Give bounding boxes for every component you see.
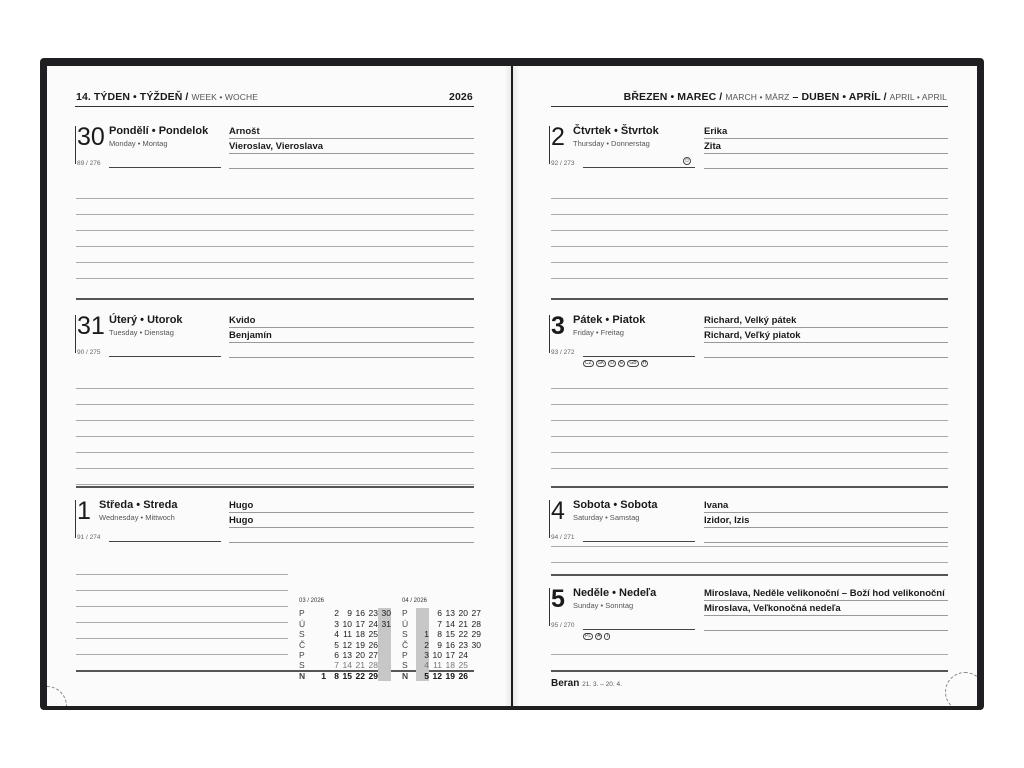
mini-calendar-day: 6 bbox=[334, 650, 339, 661]
name-day-rule bbox=[229, 153, 474, 154]
writing-line bbox=[551, 404, 948, 405]
name-day: Miroslava, Neděle velikonoční – Boží hod velikonoční bbox=[704, 588, 945, 599]
day-divider bbox=[76, 298, 474, 300]
mini-calendar-day bbox=[378, 629, 391, 639]
name-day-rule bbox=[229, 512, 474, 513]
day-name-other: Saturday • Samstag bbox=[573, 513, 640, 522]
weekday-letter: P bbox=[402, 650, 408, 661]
mini-calendar-day: 4 bbox=[334, 629, 339, 640]
mini-calendar-day: 11 bbox=[343, 629, 352, 640]
mini-calendar-day: 5 bbox=[334, 639, 339, 650]
writing-line bbox=[551, 420, 948, 421]
day-count-rule bbox=[583, 167, 695, 168]
country-flag-icon: D bbox=[610, 360, 614, 366]
mini-calendar-day: 23 bbox=[458, 639, 468, 650]
writing-line bbox=[76, 606, 288, 607]
country-flag-icon: H bbox=[642, 360, 647, 366]
mini-calendar-day: 25 bbox=[368, 629, 378, 640]
mini-calendar-day: 3 bbox=[334, 618, 339, 629]
name-day: Hugo bbox=[229, 500, 254, 511]
day-count-rule bbox=[109, 541, 221, 542]
day-name: Sobota • Sobota bbox=[573, 499, 658, 511]
day-count: 90 / 275 bbox=[77, 349, 101, 356]
weekday-letter: N bbox=[402, 670, 409, 681]
day-name-other: Monday • Montag bbox=[109, 139, 168, 148]
right-page bbox=[513, 66, 977, 706]
mini-calendar-day: 13 bbox=[342, 650, 352, 661]
name-day-rule bbox=[704, 138, 948, 139]
mini-calendar-day: 20 bbox=[355, 650, 365, 661]
day-name: Čtvrtek • Štvrtok bbox=[573, 125, 659, 137]
mini-calendar-row bbox=[402, 608, 481, 618]
writing-line bbox=[551, 468, 948, 469]
day-bar bbox=[75, 315, 76, 353]
mini-calendar-day: 24 bbox=[458, 650, 468, 661]
mini-calendar-day: 26 bbox=[368, 639, 378, 650]
mini-calendar-day: 10 bbox=[342, 618, 352, 629]
mini-calendar-day: 16 bbox=[445, 639, 455, 650]
day-number: 4 bbox=[551, 497, 565, 525]
corner-mark bbox=[47, 686, 67, 706]
mini-calendar-day: 24 bbox=[368, 618, 378, 629]
day-number: 31 bbox=[77, 312, 105, 340]
mini-calendar-day bbox=[416, 619, 429, 629]
day-count: 91 / 274 bbox=[77, 534, 101, 541]
name-day-rule bbox=[704, 342, 948, 343]
mini-calendar-day: 30 bbox=[378, 608, 391, 618]
mini-calendar-day: 8 bbox=[437, 629, 442, 640]
mini-calendar-day: 21 bbox=[458, 618, 468, 629]
name-day-rule bbox=[229, 357, 474, 358]
left-page bbox=[47, 66, 511, 706]
mini-calendar-day: 6 bbox=[437, 608, 442, 619]
name-day-rule bbox=[229, 527, 474, 528]
day-number: 30 bbox=[77, 123, 105, 151]
writing-line bbox=[76, 574, 288, 575]
mini-calendar-title: 04 / 2026 bbox=[402, 598, 428, 604]
name-day-rule bbox=[704, 327, 948, 328]
mini-calendar-april bbox=[402, 596, 481, 681]
name-day-rule bbox=[229, 542, 474, 543]
mini-calendar-day bbox=[313, 640, 326, 650]
writing-line bbox=[551, 198, 948, 199]
mini-calendar-day bbox=[378, 671, 391, 681]
smile-icon: ☺ bbox=[684, 158, 691, 164]
mini-calendar-day: 13 bbox=[445, 608, 455, 619]
mini-calendar-day: 22 bbox=[355, 670, 365, 681]
name-day-rule bbox=[704, 527, 948, 528]
mini-calendar-day: 23 bbox=[368, 608, 378, 619]
writing-line bbox=[76, 452, 474, 453]
holiday-flags bbox=[583, 633, 610, 640]
writing-line bbox=[76, 436, 474, 437]
country-flag-icon: A bbox=[597, 633, 601, 639]
mini-calendar-day: 2 bbox=[334, 608, 339, 619]
week-label: 14. TÝDEN • TÝŽDEŇ / bbox=[76, 91, 189, 103]
day-count-rule bbox=[583, 356, 695, 357]
name-day: Hugo bbox=[229, 515, 254, 526]
zodiac-name: Beran bbox=[551, 678, 580, 689]
mini-calendar-day bbox=[378, 660, 391, 670]
writing-line bbox=[551, 546, 948, 547]
name-day: Erika bbox=[704, 126, 728, 137]
header-rule bbox=[551, 106, 948, 107]
name-day-rule bbox=[229, 327, 474, 328]
day-name-other: Thursday • Donnerstag bbox=[573, 139, 650, 148]
day-name-other: Friday • Freitag bbox=[573, 328, 624, 337]
mini-calendar-day: 16 bbox=[355, 608, 365, 619]
month-label-2-other: APRIL • APRIL bbox=[889, 92, 947, 102]
name-day: Richard, Velký pátek bbox=[704, 315, 797, 326]
mini-calendar-day: 7 bbox=[334, 660, 339, 671]
name-day: Arnošt bbox=[229, 126, 260, 137]
day-bar bbox=[549, 500, 550, 538]
day-name: Středa • Streda bbox=[99, 499, 178, 511]
day-bar bbox=[549, 315, 550, 353]
mini-calendar-day bbox=[416, 608, 429, 618]
day-count-rule bbox=[109, 167, 221, 168]
name-day: Miroslava, Veľkonočná nedeľa bbox=[704, 603, 841, 614]
mini-calendar-day bbox=[468, 660, 481, 670]
mini-calendar-row bbox=[299, 608, 391, 618]
mini-calendar-day bbox=[468, 650, 481, 660]
writing-line bbox=[76, 468, 474, 469]
writing-line bbox=[76, 262, 474, 263]
writing-line bbox=[76, 590, 288, 591]
name-day: Vieroslav, Vieroslava bbox=[229, 141, 324, 152]
writing-line bbox=[551, 262, 948, 263]
mini-calendar-day: 8 bbox=[334, 670, 339, 681]
day-name-other: Sunday • Sonntag bbox=[573, 601, 634, 610]
holiday-flags bbox=[583, 360, 648, 367]
day-count-rule bbox=[583, 541, 695, 542]
day-count: 93 / 272 bbox=[551, 349, 575, 356]
mini-calendar-day: 17 bbox=[445, 650, 455, 661]
zodiac-range: 21. 3. – 20. 4. bbox=[582, 681, 622, 688]
day-name-other: Tuesday • Dienstag bbox=[109, 328, 174, 337]
mini-calendar-row bbox=[402, 671, 481, 681]
day-bar bbox=[549, 126, 550, 164]
mini-calendar-day: 1 bbox=[321, 670, 326, 681]
day-name: Pondělí • Pondelok bbox=[109, 125, 209, 137]
mini-calendar-day: 20 bbox=[458, 608, 468, 619]
writing-line bbox=[76, 246, 474, 247]
mini-calendar-row bbox=[402, 629, 481, 639]
day-divider bbox=[76, 486, 474, 488]
day-count: 89 / 276 bbox=[77, 160, 101, 167]
mini-calendar-day: 1 bbox=[416, 629, 429, 639]
header-rule bbox=[75, 106, 474, 107]
weekday-letter: Ú bbox=[402, 618, 409, 629]
day-divider bbox=[551, 670, 948, 672]
day-name-other: Wednesday • Mittwoch bbox=[99, 513, 175, 522]
country-flag-icon: PL bbox=[585, 633, 592, 639]
writing-line bbox=[551, 562, 948, 563]
writing-line bbox=[551, 654, 948, 655]
day-divider bbox=[551, 298, 948, 300]
name-day-rule bbox=[229, 138, 474, 139]
name-day-rule bbox=[229, 342, 474, 343]
mini-calendar-day: 4 bbox=[416, 660, 429, 670]
weekday-letter: S bbox=[299, 629, 305, 640]
mini-calendar-day: 12 bbox=[342, 639, 352, 650]
mini-calendar-row bbox=[299, 640, 391, 650]
name-day: Richard, Veľký piatok bbox=[704, 330, 801, 341]
writing-line bbox=[76, 654, 288, 655]
weekday-letter: S bbox=[402, 629, 408, 640]
weekday-letter: Č bbox=[299, 639, 306, 650]
day-count: 95 / 270 bbox=[551, 622, 575, 629]
mini-calendar-day: 10 bbox=[432, 650, 442, 661]
mini-calendar-day: 2 bbox=[416, 640, 429, 650]
zodiac-sign bbox=[551, 678, 622, 689]
name-day: Izidor, Izis bbox=[704, 515, 750, 526]
day-name: Pátek • Piatok bbox=[573, 314, 646, 326]
name-day-rule bbox=[704, 168, 948, 169]
weekday-letter: Ú bbox=[299, 618, 306, 629]
country-flag-icon: E bbox=[619, 360, 624, 366]
weekday-letter: S bbox=[402, 660, 408, 671]
name-day-rule bbox=[704, 600, 948, 601]
mini-calendar-title: 03 / 2026 bbox=[299, 598, 325, 604]
day-divider bbox=[551, 486, 948, 488]
mini-calendar-day: 19 bbox=[445, 670, 455, 681]
mini-calendar-row bbox=[299, 619, 391, 629]
mini-calendar-day: 14 bbox=[342, 660, 352, 671]
writing-line bbox=[76, 420, 474, 421]
writing-line bbox=[76, 388, 474, 389]
day-number: 3 bbox=[551, 312, 565, 340]
day-bar bbox=[549, 588, 550, 626]
mini-calendar-day bbox=[313, 619, 326, 629]
writing-line bbox=[76, 638, 288, 639]
writing-line bbox=[551, 436, 948, 437]
month-label-2: DUBEN • APRÍL / bbox=[801, 91, 887, 103]
mini-calendar-row bbox=[402, 660, 481, 670]
writing-line bbox=[76, 278, 474, 279]
mini-calendar-day: 18 bbox=[445, 660, 455, 671]
mini-calendar-row bbox=[402, 650, 481, 660]
day-count: 94 / 271 bbox=[551, 534, 575, 541]
month-label-1-other: MARCH • MÄRZ bbox=[725, 92, 790, 102]
country-flag-icon: CZ bbox=[585, 360, 592, 366]
mini-calendar-day: 31 bbox=[378, 619, 391, 629]
mini-calendar-day: 28 bbox=[471, 618, 481, 629]
mini-calendar-day: 14 bbox=[445, 618, 455, 629]
mini-calendar-day: 18 bbox=[355, 629, 365, 640]
mini-calendar-day: 25 bbox=[458, 660, 468, 671]
writing-line bbox=[76, 484, 474, 485]
name-day-rule bbox=[229, 168, 474, 169]
name-day: Kvido bbox=[229, 315, 256, 326]
weekday-letter: P bbox=[402, 608, 408, 619]
name-day: Zita bbox=[704, 141, 721, 152]
writing-line bbox=[551, 214, 948, 215]
day-count: 92 / 273 bbox=[551, 160, 575, 167]
mini-calendar-row bbox=[299, 660, 391, 670]
day-number: 5 bbox=[551, 585, 565, 613]
writing-line bbox=[76, 214, 474, 215]
writing-line bbox=[76, 404, 474, 405]
writing-line bbox=[76, 230, 474, 231]
spine-shadow bbox=[504, 66, 520, 706]
mini-calendar-row bbox=[299, 629, 391, 639]
mini-calendar-day bbox=[378, 650, 391, 660]
writing-line bbox=[551, 246, 948, 247]
mini-calendar-day bbox=[468, 671, 481, 681]
weekday-letter: Č bbox=[402, 639, 409, 650]
mini-calendar-row bbox=[299, 671, 391, 681]
day-count-rule bbox=[109, 356, 221, 357]
mini-calendar-day bbox=[313, 650, 326, 660]
mini-calendar-day: 21 bbox=[355, 660, 365, 671]
day-divider bbox=[551, 574, 948, 576]
weekday-letter: P bbox=[299, 608, 305, 619]
mini-calendar-day bbox=[378, 640, 391, 650]
mini-calendar-day: 19 bbox=[355, 639, 365, 650]
name-day-rule bbox=[704, 542, 948, 543]
mini-calendar-day: 5 bbox=[416, 671, 429, 681]
mini-calendar-day: 27 bbox=[368, 650, 378, 661]
day-bar bbox=[75, 500, 76, 538]
month-header bbox=[624, 91, 947, 103]
mini-calendar-day: 28 bbox=[368, 660, 378, 671]
writing-line bbox=[551, 278, 948, 279]
week-label-other: WEEK • WOCHE bbox=[191, 92, 258, 102]
weekday-letter: N bbox=[299, 670, 306, 681]
mini-calendar-day: 29 bbox=[471, 629, 481, 640]
month-separator: – bbox=[792, 91, 799, 103]
name-day: Ivana bbox=[704, 500, 729, 511]
day-name: Úterý • Utorok bbox=[109, 314, 183, 326]
mini-calendar-day: 17 bbox=[355, 618, 365, 629]
mini-calendar-day: 15 bbox=[342, 670, 352, 681]
mini-calendar-march bbox=[299, 596, 391, 681]
mini-calendar-day: 22 bbox=[458, 629, 468, 640]
month-label-1: BŘEZEN • MAREC / bbox=[623, 91, 723, 103]
day-name: Neděle • Nedeľa bbox=[573, 587, 657, 599]
day-bar bbox=[75, 126, 76, 164]
mini-calendar-day: 26 bbox=[458, 670, 468, 681]
name-day-rule bbox=[704, 615, 948, 616]
name-day-rule bbox=[704, 153, 948, 154]
country-flag-icon: GB bbox=[629, 360, 637, 366]
mini-calendar-day: 29 bbox=[368, 670, 378, 681]
mini-calendar-day: 30 bbox=[471, 639, 481, 650]
day-number: 1 bbox=[77, 497, 91, 525]
mini-calendar-day: 15 bbox=[445, 629, 455, 640]
weekday-letter: S bbox=[299, 660, 305, 671]
mini-calendar-day: 12 bbox=[432, 670, 442, 681]
mini-calendar-day: 11 bbox=[433, 660, 442, 671]
mini-calendar-day bbox=[313, 629, 326, 639]
mini-calendar-day: 9 bbox=[437, 639, 442, 650]
mini-calendar-row bbox=[299, 650, 391, 660]
corner-mark bbox=[945, 672, 977, 706]
year-label: 2026 bbox=[449, 91, 473, 103]
mini-calendar-day bbox=[313, 608, 326, 618]
country-flag-icon: SK bbox=[597, 360, 605, 366]
mini-calendar-row bbox=[402, 640, 481, 650]
mini-calendar-row bbox=[402, 619, 481, 629]
name-day-rule bbox=[704, 357, 948, 358]
week-header bbox=[76, 91, 258, 103]
writing-line bbox=[551, 452, 948, 453]
mini-calendar-day bbox=[313, 660, 326, 670]
writing-line bbox=[551, 388, 948, 389]
mini-calendar-day: 3 bbox=[416, 650, 429, 660]
mini-calendar-day: 9 bbox=[347, 608, 352, 619]
writing-line bbox=[551, 230, 948, 231]
writing-line bbox=[76, 622, 288, 623]
day-number: 2 bbox=[551, 123, 565, 151]
name-day: Benjamín bbox=[229, 330, 272, 341]
mini-calendar-day: 7 bbox=[437, 618, 442, 629]
name-day-rule bbox=[704, 630, 948, 631]
writing-line bbox=[76, 198, 474, 199]
country-flag-icon: I bbox=[606, 633, 608, 639]
name-day-rule bbox=[704, 512, 948, 513]
mini-calendar-day: 27 bbox=[471, 608, 481, 619]
day-count-rule bbox=[583, 629, 695, 630]
weekday-letter: P bbox=[299, 650, 305, 661]
